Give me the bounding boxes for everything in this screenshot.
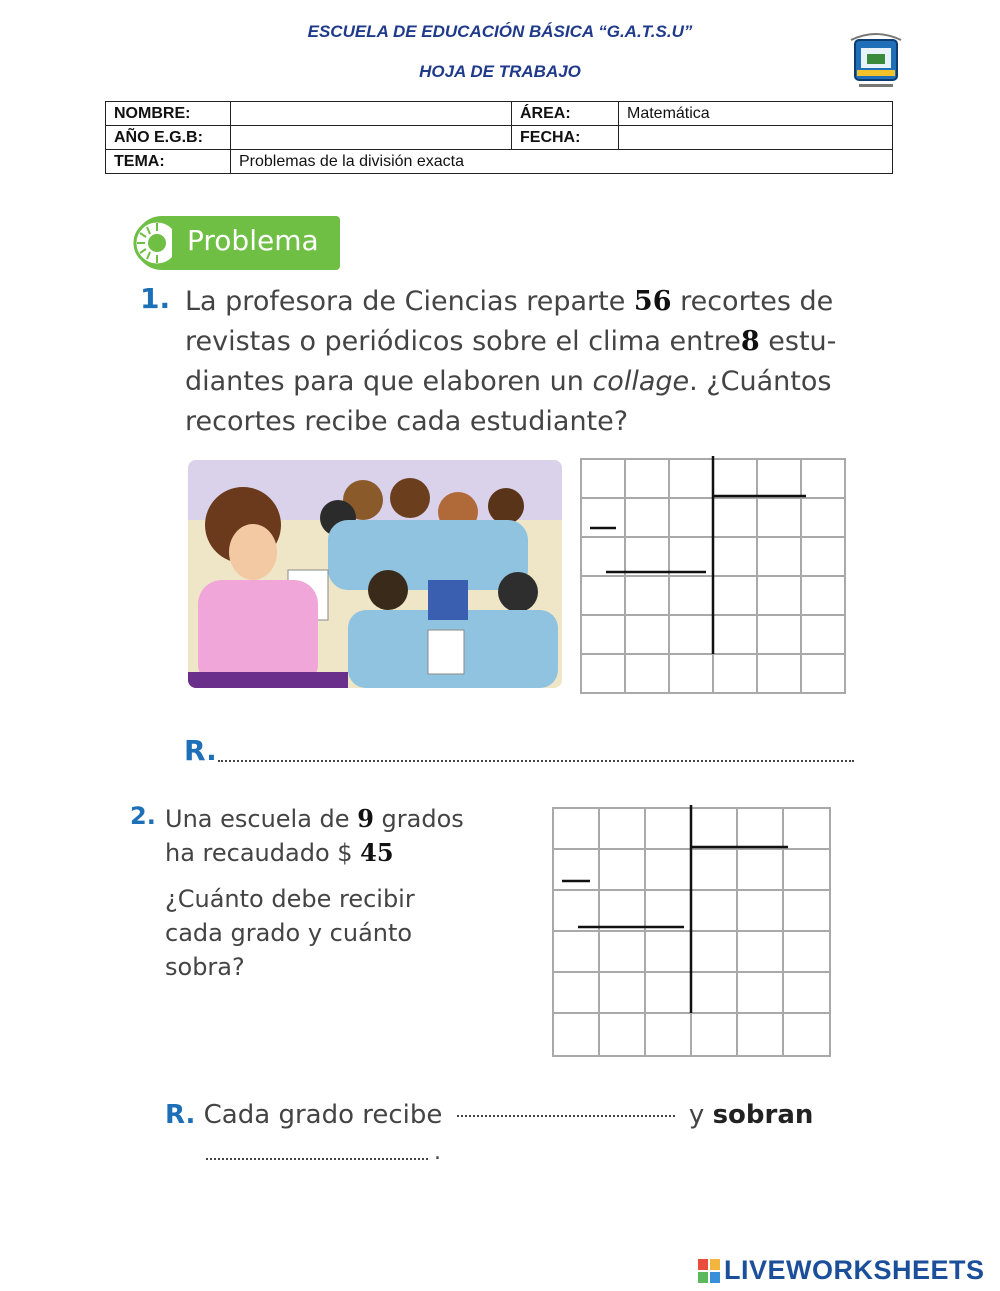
problem2-divisor: 9 [357,804,374,833]
problem1-text: La profesora de Ciencias reparte 56 recortes de revistas o periódicos sobre el clima entre8 estu- diantes para que elaboren un collage. ¿Cuántos recortes recibe cada estudiante? [185,286,837,437]
tema-label: TEMA: [106,150,231,174]
liveworksheets-logo-icon [698,1259,720,1283]
school-name: ESCUELA DE EDUCACIÓN BÁSICA “G.A.T.S.U” [307,22,693,41]
problem1-dividend: 56 [633,286,672,317]
area-value: Matemática [619,102,893,126]
school-emblem-icon [845,26,907,92]
problem2-question: ¿Cuánto debe recibir cada grado y cuánto sobra? [165,885,415,981]
sheet-title: HOJA DE TRABAJO [419,62,581,81]
tema-value: Problemas de la división exacta [231,150,893,174]
problem2-remainder-line[interactable] [206,1158,428,1160]
nombre-label: NOMBRE: [106,102,231,126]
sunburst-icon [128,214,172,272]
problem1-answer-label: R. [184,734,217,767]
classroom-illustration [188,460,562,688]
problem1-number: 1. [140,282,171,315]
problem2-answer: R. Cada grado recibe y sobran [165,1100,814,1130]
footer-brand: LIVEWORKSHEETS [724,1255,985,1285]
anio-label: AÑO E.G.B: [106,126,231,150]
problem2-quotient-line[interactable] [457,1115,675,1117]
division-grid-2[interactable] [550,805,834,1059]
banner-label: Problema [187,224,319,257]
problem2-number: 2. [130,802,156,830]
fecha-field[interactable] [619,126,893,150]
fecha-label: FECHA: [512,126,619,150]
problem1-answer-line[interactable] [218,760,854,762]
anio-field[interactable] [231,126,512,150]
problem2-text: Una escuela de 9 grados ha recaudado $ 45 ¿Cuánto debe recibir cada grado y cuánto sobra? [165,802,535,984]
nombre-field[interactable] [231,102,512,126]
student-info-table [105,101,893,174]
area-label: ÁREA: [512,102,619,126]
division-grid-1[interactable] [578,456,848,696]
problem2-period: . [434,1140,441,1165]
problem1-divisor: 8 [740,326,760,357]
problem2-answer-label: R. [165,1100,196,1130]
problem2-dividend: 45 [360,838,394,867]
